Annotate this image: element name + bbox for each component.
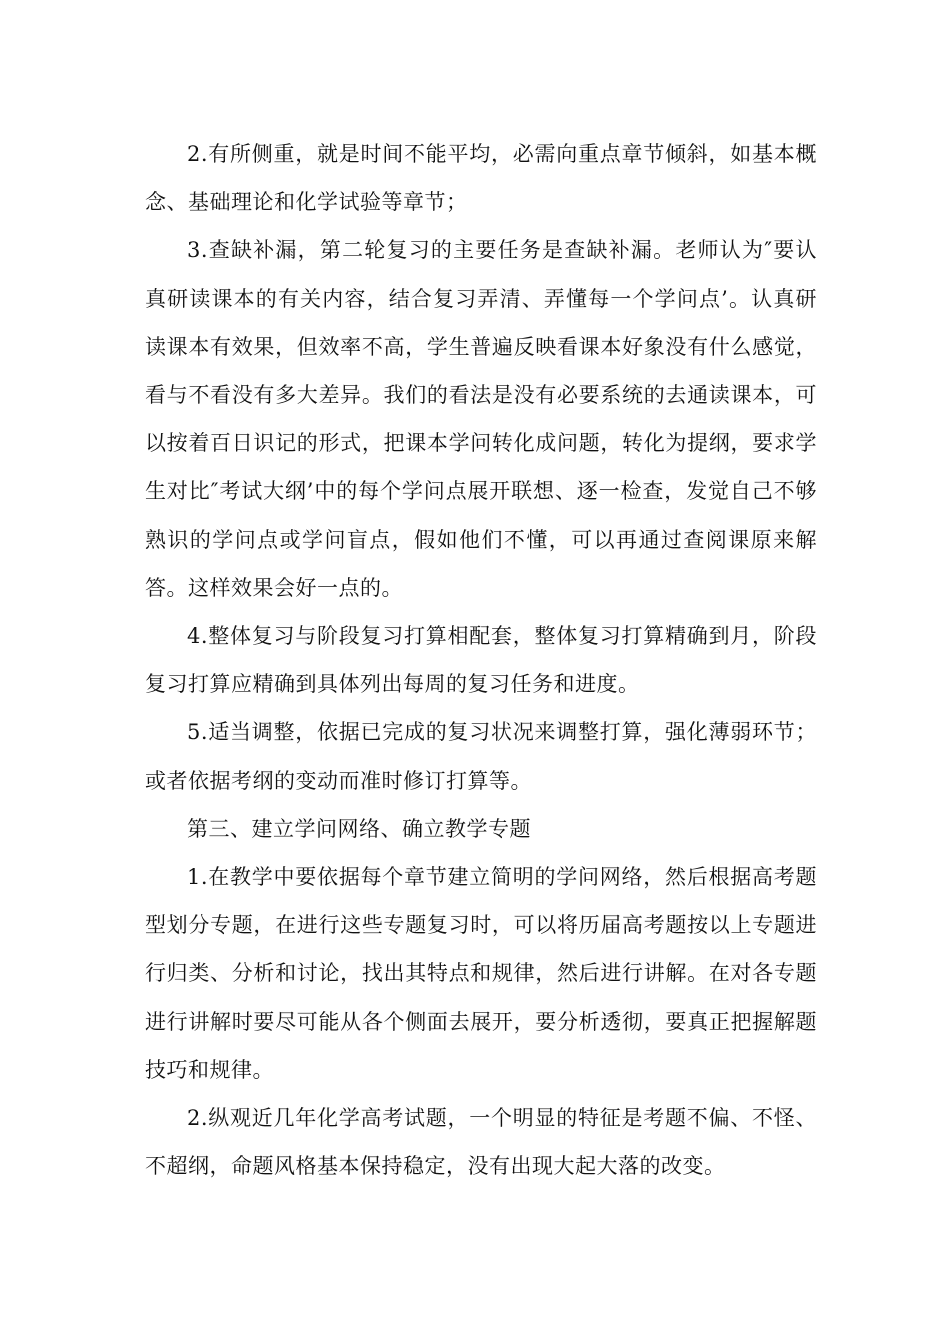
paragraph-fill-gaps: 3.查缺补漏，第二轮复习的主要任务是查缺补漏。老师认为″要认真研读课本的有关内容，结合复习弄清、弄懂每一个学问点’。认真研读课本有效果，但效率不高，学生普遍反映看课本好象没有什么感觉，看与不看没有多大差异。我们的看法是没有必要系统的去通读课本，可以按着百日识记的形式，把课本学问转化成问题，转化为提纲，要求学生对比″考试大纲’中的每个学问点展开联想、逐一检查，发觉自己不够熟识的学问点或学问盲点，假如他们不懂，可以再通过查阅课原来解答。这样效果会好一点的。 bbox=[145, 238, 817, 600]
document-body bbox=[145, 130, 817, 1190]
paragraph-exam-trend: 2.纵观近几年化学高考试题，一个明显的特征是考题不偏、不怪、不超纲，命题风格基本保持稳定，没有出现大起大落的改变。 bbox=[145, 1106, 817, 1179]
paragraph-build-network: 1.在教学中要依据每个章节建立简明的学问网络，然后根据高考题型划分专题，在进行这些专题复习时，可以将历届高考题按以上专题进行归类、分析和讨论，找出其特点和规律，然后进行讲解。在对各专题进行讲解时要尽可能从各个侧面去展开，要分析透彻，要真正把握解题技巧和规律。 bbox=[145, 865, 817, 1082]
paragraph-review-plan: 4.整体复习与阶段复习打算相配套，整体复习打算精确到月，阶段复习打算应精确到具体列出每周的复习任务和进度。 bbox=[145, 624, 817, 697]
paragraph-adjust-plan: 5.适当调整，依据已完成的复习状况来调整打算，强化薄弱环节；或者依据考纲的变动而准时修订打算等。 bbox=[145, 720, 817, 793]
paragraph-focus-chapters: 2.有所侧重，就是时间不能平均，必需向重点章节倾斜，如基本概念、基础理论和化学试验等章节； bbox=[145, 142, 817, 215]
section-heading-knowledge-network: 第三、建立学问网络、确立教学专题 bbox=[187, 816, 531, 841]
